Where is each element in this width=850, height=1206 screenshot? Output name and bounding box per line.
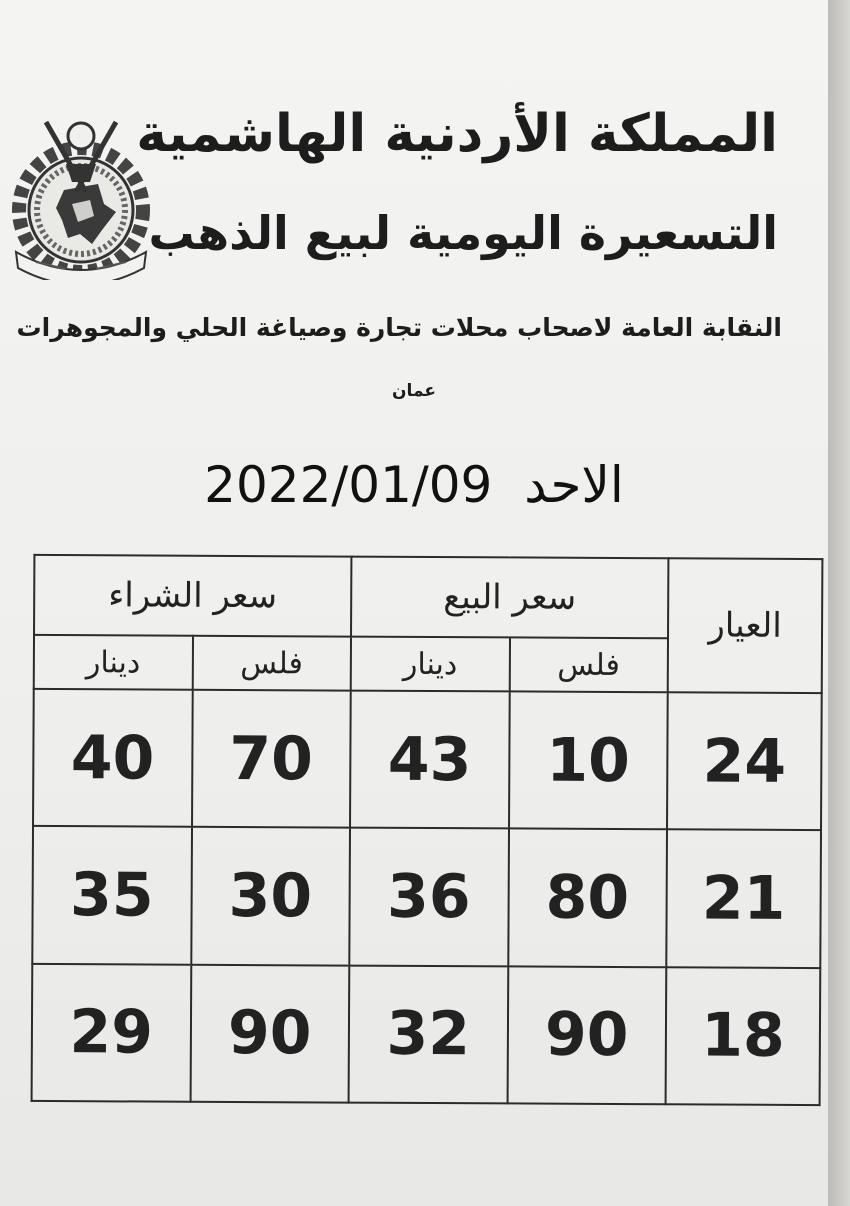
kingdom-title: المملكة الأردنية الهاشمية [136, 104, 778, 164]
table-row [32, 964, 821, 1105]
syndicate-name: النقابة العامة لاصحاب محلات تجارة وصياغة الحلي والمجوهرات [16, 313, 782, 342]
paper-edge [828, 0, 850, 1206]
date-line [0, 456, 828, 514]
gold-price-table [31, 554, 824, 1106]
sell-fils-cell: 80 [508, 829, 667, 967]
table-row [32, 826, 821, 967]
karat-header: العيار [668, 558, 823, 693]
sell-price-header: سعر البيع [351, 557, 668, 639]
buy-fils-cell: 70 [192, 690, 351, 828]
buy-dinar-cell: 35 [32, 826, 191, 964]
table-row [33, 689, 822, 830]
buy-dinar-cell: 40 [33, 689, 192, 827]
karat-cell: 21 [666, 830, 821, 968]
buy-fils-cell: 30 [191, 827, 350, 965]
buy-fils-cell: 90 [190, 964, 349, 1102]
sell-fils-cell: 90 [507, 966, 666, 1104]
sell-dinar-cell: 32 [349, 965, 508, 1103]
karat-cell: 24 [667, 692, 822, 830]
syndicate-emblem-icon [6, 112, 156, 280]
city-name: عمان [392, 381, 436, 401]
sell-fils-cell: 10 [509, 691, 668, 829]
sell-dinar-cell: 36 [349, 828, 508, 966]
buy-fils-header: فلس [192, 636, 351, 691]
karat-cell: 18 [666, 967, 821, 1105]
date-value: 2022/01/09 [204, 456, 493, 514]
page-title: التسعيرة اليومية لبيع الذهب [148, 206, 778, 260]
day-name: الاحد [524, 456, 624, 514]
buy-dinar-cell: 29 [32, 964, 191, 1102]
sell-dinar-header: دينار [351, 637, 510, 692]
sell-fils-header: فلس [509, 637, 668, 692]
sell-dinar-cell: 43 [350, 691, 509, 829]
buy-price-header: سعر الشراء [34, 555, 351, 637]
buy-dinar-header: دينار [34, 635, 193, 690]
table-header-row [34, 555, 822, 639]
